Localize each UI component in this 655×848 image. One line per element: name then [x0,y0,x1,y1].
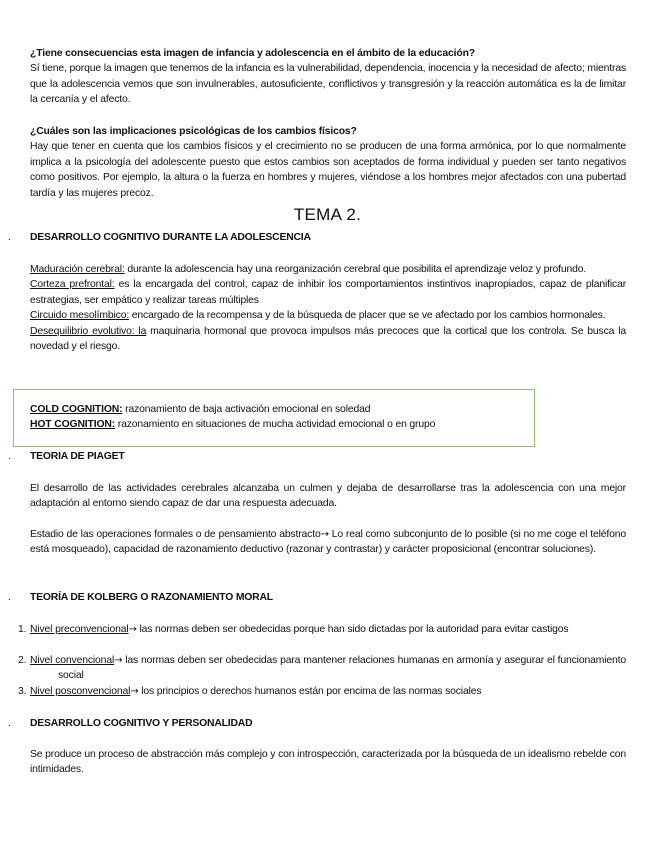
section-heading-piaget [8,449,125,464]
question-2-answer: Hay que tener en cuenta que los cambios físicos y el crecimiento no se producen de una forma armónica, por lo que normalmente implica a la psicología del adolescente puesto que estos cambios son aceptados de forma individual y pueden ser tanto negativos como positivos. Por ejemplo, la altura o la fuerza en hombres y mujeres, viéndose a los hombres mejor afectados con una pubertad tardía y las mujeres precoz. [30,141,626,199]
level-label: Nivel posconvencional [30,686,131,697]
level-label: Nivel preconvencional [30,624,129,635]
term-text: es la encargada del control, capaz de inhibir los comportamientos instintivos inapropiados, capaz de planificar estrategias, ser empático y realizar tareas múltiples [30,279,627,306]
piaget-p2-lead: Estadio de las operaciones formales o de pensamiento abstracto [30,529,321,540]
question-1-block [30,46,626,108]
term-desequilibrio-evolutivo [30,324,626,355]
kolberg-item-2 [18,653,627,684]
hot-cognition-line [30,417,626,432]
term-label: Maduración cerebral: [30,264,125,275]
section-marker: . [8,232,11,243]
arrow-right-icon: → [130,686,139,697]
hot-cognition-term: HOT COGNITION: [30,419,116,431]
section-heading-text: DESARROLLO COGNITIVO Y PERSONALIDAD [30,718,253,729]
level-text: las normas deben ser obedecidas para mantener relaciones humanas en armonía y asegurar el funcionamiento social [58,655,627,682]
term-label: Desequilibrio evolutivo: la [30,325,147,337]
piaget-paragraph-1: El desarrollo de las actividades cerebrales alcanzaba un culmen y dejaba de desarrollarse tras la adolescencia con una mejor adaptación al entorno siendo capaz de dar una respuesta adecuada. [30,483,626,510]
cold-cognition-line [30,402,626,417]
term-text: encargado de la recompensa y de la búsqueda de placer que se ve afectado por los cambios hormonales. [129,310,606,322]
piaget-p2-rest: Lo real como subconjunto de lo posible (si no me coge el teléfono está mosqueado), capacidad de razonamiento deductivo (razonar y contrastar) y carácter proposicional (encontrar soluciones). [30,529,626,556]
section-heading-personalidad [8,716,252,731]
kolberg-item-3 [18,684,626,699]
personalidad-paragraph: Se produce un proceso de abstracción más complejo y con introspección, caracterizada por la búsqueda de un idealismo rebelde con intimidades. [30,749,626,776]
kolberg-item-1 [18,622,626,637]
term-label: Circuido mesolímbico: [30,310,130,322]
level-text: los principios o derechos humanos están por encima de las normas sociales [138,686,482,697]
section-heading-kolberg [8,590,273,605]
arrow-right-icon: → [114,655,123,666]
question-2-block [30,124,626,201]
level-text: las normas deben ser obedecidas porque han sido dictadas por la autoridad para evitar castigos [136,624,569,635]
section-heading-text: TEORIA DE PIAGET [30,451,125,462]
question-1-answer: Sí tiene, porque la imagen que tenemos de la infancia es la vulnerabilidad, dependencia, inocencia y la necesidad de afecto; mientras que la adolescencia vemos que son invulnerables, autosuficiente, conflictivos y transgresión y la reacción automática es la de limitar la cercanía y el afecto. [30,63,626,106]
term-text: maquinaria hormonal que provoca impulsos más precoces que la cortical que los controla. Se busca la novedad y el riesgo. [30,325,626,353]
term-circuido-mesolimbico [30,308,626,323]
piaget-paragraph-2 [30,527,626,558]
list-number: 2. [18,655,27,666]
term-label: Corteza prefrontal: [30,279,115,291]
tema-title: TEMA 2. [293,205,362,224]
section-heading-text: TEORÍA DE KOLBERG O RAZONAMIENTO MORAL [30,592,273,603]
question-2-heading: ¿Cuáles son las implicaciones psicológicas de los cambios físicos? [30,126,357,137]
term-corteza-prefrontal [30,277,626,308]
list-number: 3. [18,686,27,697]
hot-cognition-text: razonamiento en situaciones de mucha actividad emocional o en grupo [115,419,436,431]
section-heading-text: DESARROLLO COGNITIVO DURANTE LA ADOLESCENCIA [30,232,311,243]
level-label: Nivel convencional [30,655,115,666]
cognition-definitions [30,402,626,433]
section-heading-cognitivo [8,230,311,245]
list-number: 1. [18,624,27,635]
section-marker: . [8,592,11,603]
section-marker: . [8,451,11,462]
section-marker: . [8,718,11,729]
cold-cognition-term: COLD COGNITION: [30,404,123,415]
term-maduracion-cerebral [30,262,626,277]
cold-cognition-text: razonamiento de baja activación emocional en soledad [122,404,371,415]
arrow-right-icon: → [320,529,329,540]
question-1-heading: ¿Tiene consecuencias esta imagen de infancia y adolescencia en el ámbito de la educación? [30,48,475,59]
cognitivo-terms [30,262,626,354]
term-text: durante la adolescencia hay una reorganización cerebral que posibilita el aprendizaje veloz y profundo. [124,264,587,275]
arrow-right-icon: → [128,624,137,635]
